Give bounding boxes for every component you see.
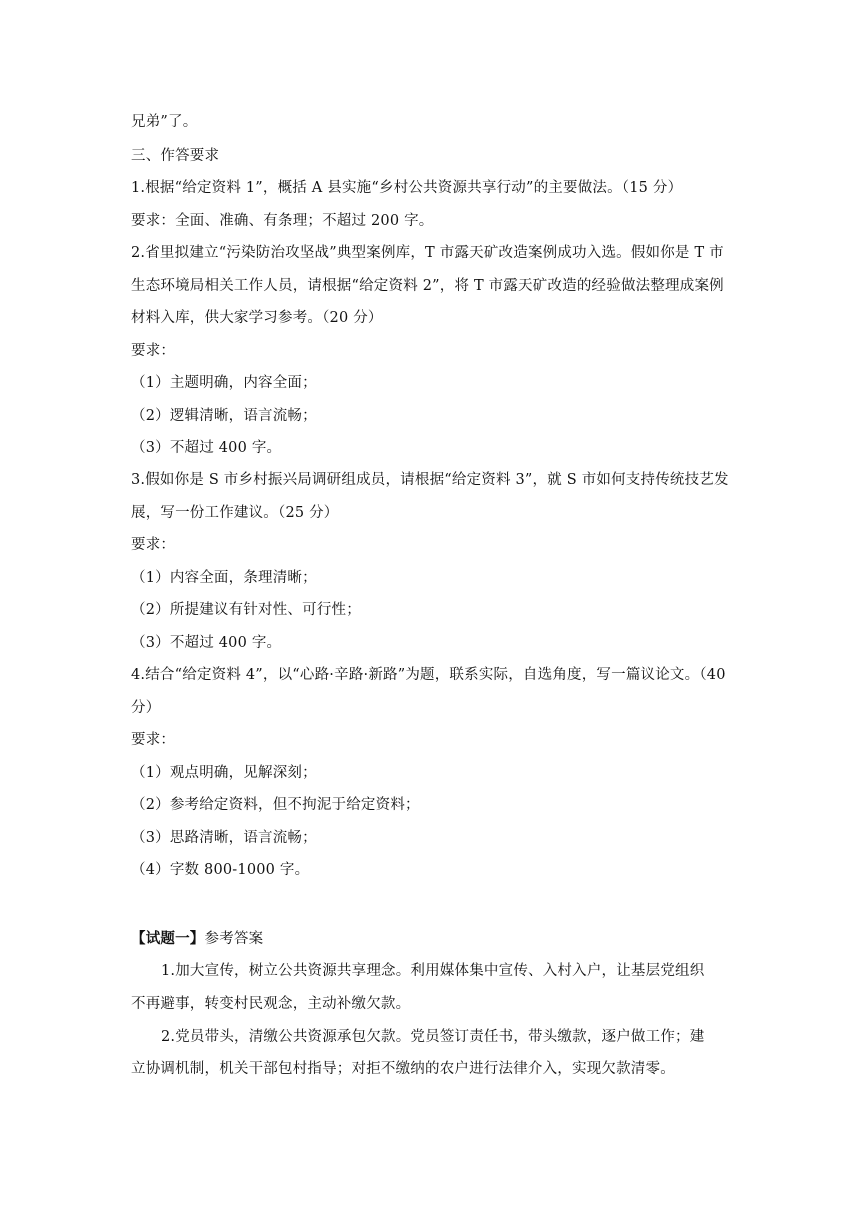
question-1-requirement: 要求：全面、准确、有条理；不超过 200 字。 [131,213,434,229]
answer-heading [131,929,263,949]
text-line: 兄弟”了。 [131,114,198,130]
answer-heading-text: 参考答案 [204,931,264,947]
requirement-item: （2）参考给定资料，但不拘泥于给定资料； [131,797,420,813]
requirement-label: 要求： [131,343,176,359]
question-2-line-1: 2.省里拟建立“污染防治攻坚战”典型案例库，T 市露天矿改造案例成功入选。假如你是 T 市 [131,245,724,261]
requirement-item: （2）逻辑清晰，语言流畅； [131,408,317,424]
requirement-item: （4）字数 800-1000 字。 [131,862,310,878]
question-1: 1.根据“给定资料 1”，概括 A 县实施“乡村公共资源共享行动”的主要做法。（15 分） [131,180,683,196]
question-4-line-1: 4.结合“给定资料 4”，以“心路·辛路·新路”为题，联系实际，自选角度，写一篇议论文。（40 [131,667,726,683]
requirement-label: 要求： [131,537,176,553]
question-3-line-1: 3.假如你是 S 市乡村振兴局调研组成员，请根据“给定资料 3”，就 S 市如何支持传统技艺发 [131,472,729,488]
requirement-item: （1）观点明确，见解深刻； [131,765,317,781]
question-2-line-3: 材料入库，供大家学习参考。（20 分） [131,310,383,326]
question-4-line-2: 分） [131,700,161,716]
answer-heading-bracket: 【试题一】 [131,930,205,947]
requirement-item: （1）主题明确，内容全面； [131,375,317,391]
requirement-label: 要求： [131,732,176,748]
requirement-item: （3）不超过 400 字。 [131,635,282,651]
answer-paragraph-2-line-1: 2.党员带头，清缴公共资源承包欠款。党员签订责任书，带头缴款，逐户做工作；建 [161,1029,705,1045]
answer-paragraph-1-line-1: 1.加大宣传，树立公共资源共享理念。利用媒体集中宣传、入村入户，让基层党组织 [161,963,705,979]
answer-paragraph-1-line-2: 不再避事，转变村民观念，主动补缴欠款。 [131,996,411,1012]
question-2-line-2: 生态环境局相关工作人员，请根据“给定资料 2”，将 T 市露天矿改造的经验做法整理成案例 [131,278,724,294]
requirement-item: （3）不超过 400 字。 [131,440,282,456]
section-heading: 三、作答要求 [131,148,220,164]
requirement-item: （3）思路清晰，语言流畅； [131,830,317,846]
requirement-item: （1）内容全面，条理清晰； [131,570,317,586]
question-3-line-2: 展，写一份工作建议。（25 分） [131,505,339,521]
answer-paragraph-2-line-2: 立协调机制，机关干部包村指导；对拒不缴纳的农户进行法律介入，实现欠款清零。 [131,1061,675,1077]
requirement-item: （2）所提建议有针对性、可行性； [131,602,361,618]
